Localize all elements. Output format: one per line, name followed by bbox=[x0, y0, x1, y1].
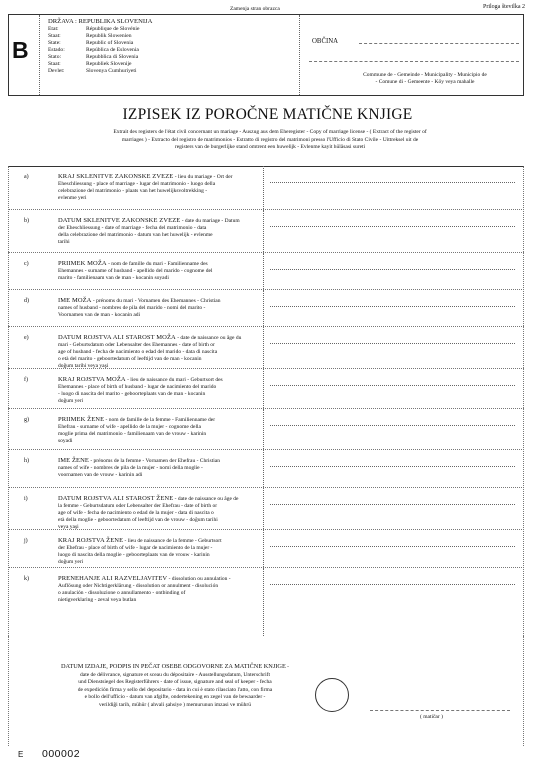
entry-fill-line bbox=[270, 182, 515, 183]
row-label: KRAJ SKLENITVE ZAKONSKE ZVEZE - lieu du mariage - Ort der Eheschliessung - place of marriage - lugar del matrimonio - luogo della celebrazione del matrimonio - plaats van het huwelijksvoltrekking - evlenme yeri bbox=[58, 173, 233, 201]
document-subtitle: Extrait des registers de l'état civil concernant un mariage - Auszug aus dem Eheregister - Copy of marriage license - ( Extract of the register of marriages ) - Extracto del registro de matrimonios - Estratto di registro del matrimoni presso l'Ufficio di Stato Civile - Uittreksel uit de registers van de burgerlijke stand omtrent een huwelijk - Evlenme kayit hülâsasi sureti bbox=[113, 129, 427, 151]
row-label: PRIIMEK ŽENE - nom de famille de la femme - Familienname der Ehefrau - surname of wife - apellido de la mujer - cognome della moglie prima del matrimonio - familienaam van de vrouw - karinin soyadi bbox=[58, 416, 216, 444]
entry-fill-line bbox=[270, 226, 515, 227]
row-letter: k) bbox=[24, 576, 29, 582]
series-letter: E bbox=[18, 750, 24, 759]
state-row: Staat: Republiek Slovenije bbox=[48, 61, 132, 67]
serial-number: 000002 bbox=[42, 748, 81, 760]
header-divider-left bbox=[39, 15, 40, 95]
entry-fill-line bbox=[270, 385, 515, 386]
entry-fill-line bbox=[270, 584, 515, 585]
entry-fill-line bbox=[270, 343, 515, 344]
state-row: Stato: Repubblica di Slovenia bbox=[48, 54, 139, 60]
registrar-label: ( matičar ) bbox=[420, 714, 443, 720]
issue-signature-caption: DATUM IZDAJE, PODPIS IN PEČAT OSEBE ODGOVORNE ZA MATIČNE KNJIGE - date de délivrance, signature et sceau du dépositaire - Ausstellungsdatum, Unterschrift und Dienstsiegel des Registerführers - date of issue, signature and seal of keeper - fecha de expedición firma y sello del depositario - data in cui è stato rilasciato l'atto, con firma e bollo dell'ufficio - datum van afgifte, ondertekening en zegel van de bewaarder - verildiği tarih, mühür ( ahvali şahsiye ) memurunun imzasi ve mührü bbox=[60, 663, 290, 708]
signature-line bbox=[370, 710, 510, 711]
row-letter: e) bbox=[24, 335, 29, 341]
state-row: State: Republic of Slovenia bbox=[48, 40, 134, 46]
state-row: Etat: République de Slovénie bbox=[48, 26, 140, 32]
row-label: DATUM ROJSTVA ALI STAROST MOŽA - date de naissance ou âge du mari - Geburtsdatum oder Lebensalter des Ehemannes - date of birth or age of husband - fecha de nacimiento o edad del marido - data di nascita o età del marito - geboortedatum of leeftijd van de man - kocanin doğum tarihi veya yaşi bbox=[58, 334, 242, 369]
state-row: Staat: Republik Slowenien bbox=[48, 33, 132, 39]
table-row bbox=[8, 289, 524, 326]
municipality-line-2 bbox=[309, 61, 519, 62]
row-label: DATUM ROJSTVA ALI STAROST ŽENE - date de naissance ou âge de la femme - Geburtsdatum oder Lebensalter der Ehefrau - date of birth or age of wife - fecha de nacimiento o edad de la mujer - data di nascita o età della moglie - geboortedatum of leeftijd van de vrouw - doğum tarihi veya yaşi bbox=[58, 495, 239, 530]
table-row bbox=[8, 567, 524, 636]
row-letter: b) bbox=[24, 218, 29, 224]
entry-fill-line bbox=[270, 306, 515, 307]
state-title: DRŽAVA : REPUBLIKA SLOVENIJA bbox=[48, 18, 153, 25]
state-row: Devlet: Slovenya Cumhuriyeti bbox=[48, 68, 137, 74]
table-row bbox=[8, 529, 524, 567]
entry-fill-line bbox=[270, 425, 515, 426]
commune-caption: Commune de - Gemeinde - Municipality - Municipio de - Comune di - Gemeente - Köy veya mahalle bbox=[363, 72, 487, 85]
row-letter: f) bbox=[24, 377, 28, 383]
row-label: KRAJ ROJSTVA MOŽA - lieu de naissance du mari - Geburtsort des Ehemannes - place of birth of husband - lugar de nacimiento del marido - luogo di nascita del marito - geboorteplaats van de man - kocanin doğum yeri bbox=[58, 376, 223, 404]
seal-stamp-area bbox=[315, 678, 349, 712]
form-badge: B bbox=[12, 37, 29, 63]
table-row bbox=[8, 209, 524, 252]
row-label: DATUM SKLENITVE ZAKONSKE ZVEZE - date du mariage - Datum der Eheschliessung - date of marriage - fecha del matrimonio - data della celebrazione del matrimonio - datum van het huwelijk - evlenme tarihi bbox=[58, 217, 240, 245]
row-letter: i) bbox=[24, 496, 28, 502]
row-label: IME MOŽA - prénoms du mari - Vornamen des Ehemannes - Christian names of husband - nombres de pila del marido - nomi del marito - Voornamen van de man - kocanin adi bbox=[58, 297, 221, 318]
row-letter: h) bbox=[24, 458, 29, 464]
row-label: IME ŽENE - prénoms de la femme - Vornamen der Ehefrau - Christian names of wife - nombres de pila de la mujer - nomi della moglie - voornamen van de vrouw - karinin adi bbox=[58, 457, 220, 478]
table-row bbox=[8, 252, 524, 289]
page-replacement-note: Zamenja stran obrazca bbox=[230, 6, 280, 12]
table-row bbox=[8, 487, 524, 529]
entry-fill-line bbox=[270, 269, 515, 270]
row-label: PRIIMEK MOŽA - nom de famille du mari - Familienname des Ehemannes - surname of husband - apellido del marido - cognome del marito - familienaam van de man - kocanin soyadi bbox=[58, 260, 213, 281]
row-letter: a) bbox=[24, 174, 29, 180]
municipality-label: OBČINA bbox=[312, 38, 339, 45]
row-letter: g) bbox=[24, 417, 29, 423]
entry-fill-line bbox=[270, 546, 515, 547]
row-letter: j) bbox=[24, 538, 28, 544]
document-title: IZPISEK IZ POROČNE MATIČNE KNJIGE bbox=[122, 106, 413, 123]
header-divider-middle bbox=[299, 15, 300, 95]
entry-fill-line bbox=[270, 466, 515, 467]
table-row bbox=[8, 368, 524, 408]
annex-number: Priloga številka 2 bbox=[483, 4, 525, 10]
row-label: PRENEHANJE ALI RAZVELJAVITEV - dissolution ou annulation - Auflösung oder Nichtigerklärung - dissolution or annulment - disolución o anulación - dissoluzione o annullamento - ontbinding of nietigverklaring - zeval veya butlan bbox=[58, 575, 231, 603]
table-row bbox=[8, 326, 524, 368]
entry-fill-line bbox=[270, 504, 515, 505]
row-label: KRAJ ROJSTVA ŽENE - lieu de naissance de la femme - Geburtsort der Ehefrau - place of birth of wife - lugar de nacimiento de la mujer - luogo di nascita della moglie - geboorteplaats van de vrouw - karinin doğum yeri bbox=[58, 537, 222, 565]
table-row bbox=[8, 449, 524, 487]
table-row bbox=[8, 408, 524, 449]
row-letter: d) bbox=[24, 298, 29, 304]
table-row bbox=[8, 166, 524, 209]
state-row: Estado: República de Eslovenia bbox=[48, 47, 139, 53]
row-letter: c) bbox=[24, 261, 29, 267]
municipality-line-1 bbox=[359, 43, 519, 44]
state-block bbox=[48, 18, 288, 75]
